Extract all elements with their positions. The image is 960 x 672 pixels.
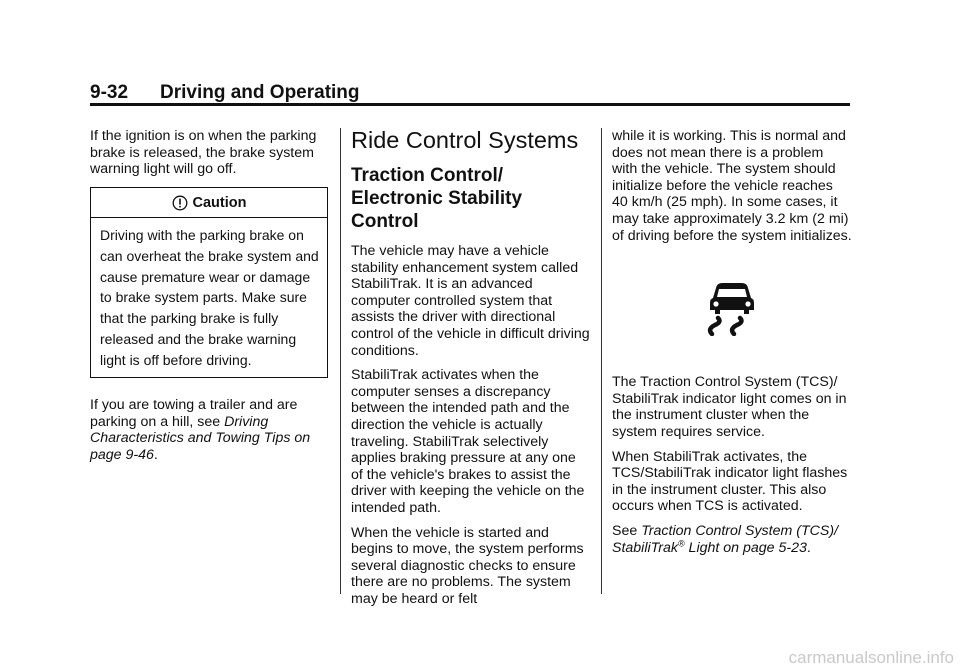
caution-box (90, 187, 328, 379)
page-number: 9-32 (90, 82, 129, 103)
section-title: Driving and Operating (160, 82, 360, 103)
header-rule (90, 103, 850, 106)
paragraph: while it is working. This is normal and does not mean there is a problem with the vehicle. The system should initialize before the vehicle reaches 40 km/h (25 mph). In some cases, it may take approximately 3.2 km (2 mi) of driving before the system initializes. (612, 128, 852, 244)
column-divider-2 (601, 128, 602, 594)
paragraph-text: . (153, 447, 158, 464)
column-divider-1 (340, 128, 341, 594)
paragraph: When StabiliTrak activates, the TCS/StabiliTrak indicator light flashes in the instrument cluster. This also occurs when TCS is activated. (612, 448, 848, 515)
paragraph (612, 523, 852, 556)
page-header (90, 82, 850, 104)
caution-header (91, 188, 327, 219)
column-2 (351, 126, 591, 615)
paragraph-text: See (612, 522, 642, 539)
traction-control-skid-icon (706, 280, 758, 336)
column-3 (612, 128, 852, 564)
cross-reference-link[interactable] (612, 523, 838, 556)
warning-icon (172, 195, 188, 211)
paragraph: The Traction Control System (TCS)/ StabiliTrak indicator light comes on in the instrument cluster when the system requires service. (612, 374, 847, 440)
caution-text: Driving with the parking brake on can overheat the brake system and cause premature wear or damage to brake system parts. Make sure that the parking brake is fully released and the brake warning light is off before driving. (100, 227, 319, 368)
section-heading: Ride Control Systems (351, 127, 579, 153)
paragraph-text: If you are towing a trailer and are parking on a hill, see (90, 397, 298, 430)
paragraph: StabiliTrak activates when the computer senses a discrepancy between the intended path and the direction the vehicle is actually traveling. StabiliTrak selectively applies braking pressure at any one of the vehicle's brakes to assist the driver with keeping the vehicle on the intended path. (351, 367, 585, 516)
subsection-heading: Traction Control/ Electronic Stability Control (351, 165, 523, 232)
column-1 (90, 128, 330, 472)
paragraph-text: . (806, 539, 811, 556)
paragraph (90, 397, 330, 463)
registered-mark: ® (677, 537, 685, 548)
paragraph: When the vehicle is started and begins to move, the system performs several diagnostic checks to ensure there are no problems. The system may be heard or felt (351, 524, 584, 607)
watermark: carmanualsonline.info (788, 648, 954, 667)
paragraph: The vehicle may have a vehicle stability enhancement system called StabiliTrak. It is an advanced computer controlled system that assists the driver with directional control of the vehicle in difficult driving conditions. (351, 243, 590, 359)
caution-title: Caution (192, 194, 247, 211)
link-text: Light on page 5-23 (684, 539, 807, 556)
link-text: Traction Control System (TCS)/ StabiliTrak (612, 522, 839, 556)
paragraph: If the ignition is on when the parking brake is released, the brake system warning light will go off. (90, 128, 317, 178)
cross-reference-link[interactable]: Driving Characteristics and Towing Tips on page 9-46 (90, 413, 311, 464)
